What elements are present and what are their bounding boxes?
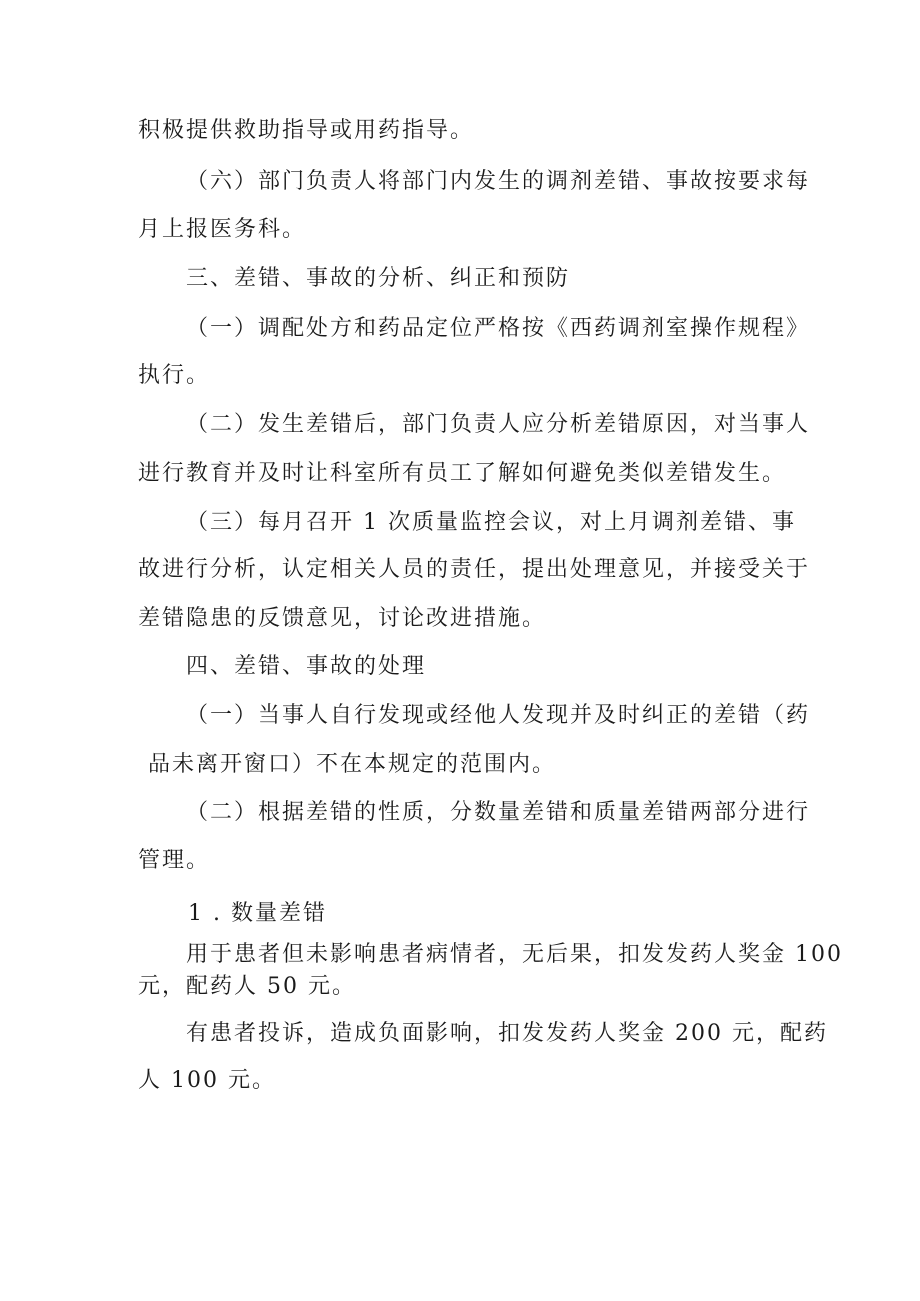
paragraph-line: 积极提供救助指导或用药指导。 xyxy=(138,118,475,143)
paragraph-line: 有患者投诉，造成负面影响，扣发发药人奖金 200 元，配药 xyxy=(186,1021,828,1046)
paragraph-line: （六）部门负责人将部门内发生的调剂差错、事故按要求每 xyxy=(186,169,811,194)
paragraph-line: 品未离开窗口）不在本规定的范围内。 xyxy=(148,752,557,777)
subsection-heading: 1 . 数量差错 xyxy=(188,901,327,926)
paragraph-line: 月上报医务科。 xyxy=(138,217,307,242)
paragraph-line: （一）当事人自行发现或经他人发现并及时纠正的差错（药 xyxy=(186,703,811,728)
paragraph-line: （三）每月召开 1 次质量监控会议，对上月调剂差错、事 xyxy=(186,510,796,535)
paragraph-line: （二）根据差错的性质，分数量差错和质量差错两部分进行 xyxy=(186,800,811,825)
paragraph-line: 进行教育并及时让科室所有员工了解如何避免类似差错发生。 xyxy=(138,461,787,486)
paragraph-line: 用于患者但未影响患者病情者，无后果，扣发发药人奖金 100 xyxy=(186,942,843,967)
paragraph-line: 人 100 元。 xyxy=(138,1068,276,1093)
section-heading: 三、差错、事故的分析、纠正和预防 xyxy=(186,266,571,291)
paragraph-line: 管理。 xyxy=(138,848,211,873)
paragraph-line: （二）发生差错后，部门负责人应分析差错原因，对当事人 xyxy=(186,412,811,437)
paragraph-line: 元，配药人 50 元。 xyxy=(138,974,356,999)
paragraph-line: （一）调配处方和药品定位严格按《西药调剂室操作规程》 xyxy=(186,316,811,341)
paragraph-line: 执行。 xyxy=(138,363,211,388)
paragraph-line: 故进行分析，认定相关人员的责任，提出处理意见，并接受关于 xyxy=(138,557,811,582)
paragraph-line: 差错隐患的反馈意见，讨论改进措施。 xyxy=(138,606,547,631)
section-heading: 四、差错、事故的处理 xyxy=(186,654,427,679)
